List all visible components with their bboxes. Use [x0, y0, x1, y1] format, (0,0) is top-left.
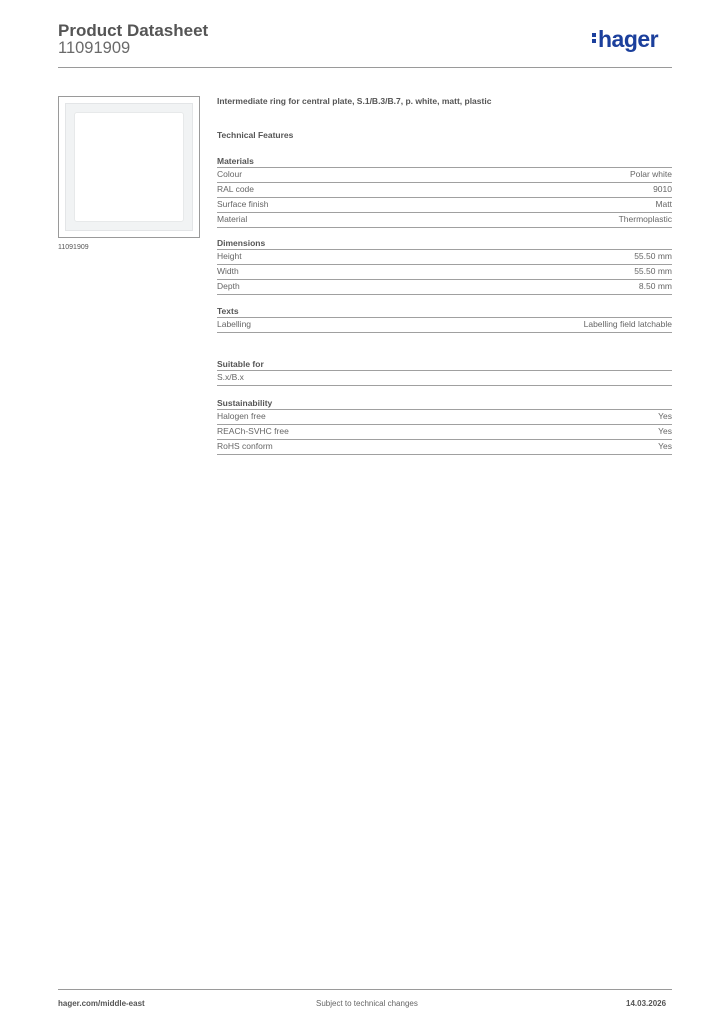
row-value: Polar white: [629, 169, 672, 179]
row-value: Yes: [658, 411, 672, 421]
section-materials: [217, 155, 672, 228]
section-title: Suitable for: [217, 358, 672, 371]
intermediate-ring-image: [65, 103, 193, 231]
row-label: Colour: [217, 169, 243, 179]
row-label: Height: [217, 251, 242, 261]
row-value: Yes: [658, 426, 672, 436]
footer-note: Subject to technical changes: [316, 999, 418, 1008]
row-label: Halogen free: [217, 411, 266, 421]
table-row: [217, 371, 672, 386]
table-row: [217, 250, 672, 265]
row-value: Matt: [655, 199, 672, 209]
table-row: [217, 425, 672, 440]
row-value: 55.50 mm: [634, 266, 672, 276]
row-label: Labelling: [217, 319, 252, 329]
table-row: [217, 440, 672, 455]
hager-logo: [592, 28, 658, 51]
table-row: [217, 318, 672, 333]
section-suitable-for: [217, 358, 672, 386]
table-row: [217, 183, 672, 198]
section-dimensions: [217, 237, 672, 295]
footer-divider: [58, 989, 672, 990]
page-title: Product Datasheet: [58, 21, 209, 40]
row-label: Depth: [217, 281, 240, 291]
product-description: Intermediate ring for central plate, S.1/B.3/B.7, p. white, matt, plastic: [217, 96, 492, 106]
row-value: 8.50 mm: [638, 281, 672, 291]
section-title: Materials: [217, 155, 672, 168]
table-row: [217, 280, 672, 295]
product-image: [58, 96, 200, 238]
table-row: [217, 213, 672, 228]
table-row: [217, 265, 672, 280]
row-label: Width: [217, 266, 239, 276]
logo-text: hager: [598, 26, 659, 52]
row-label: Surface finish: [217, 199, 269, 209]
footer-website-link[interactable]: hager.com/middle-east: [58, 999, 145, 1008]
row-label: REACh-SVHC free: [217, 426, 289, 436]
row-label: S.x/B.x: [217, 372, 244, 382]
technical-features-heading: Technical Features: [217, 130, 294, 140]
row-value: Labelling field latchable: [583, 319, 672, 329]
header-divider: [58, 67, 672, 68]
section-title: Texts: [217, 305, 672, 318]
footer-date: 14.03.2026: [626, 999, 667, 1008]
row-label: RAL code: [217, 184, 255, 194]
row-value: Thermoplastic: [618, 214, 672, 224]
table-row: [217, 198, 672, 213]
section-title: Dimensions: [217, 237, 672, 250]
table-row: [217, 410, 672, 425]
row-label: Material: [217, 214, 248, 224]
table-row: [217, 168, 672, 183]
product-image-caption: 11091909: [58, 244, 89, 251]
section-texts: [217, 305, 672, 333]
row-label: RoHS conform: [217, 441, 273, 451]
row-value: 9010: [653, 184, 672, 194]
section-sustainability: [217, 397, 672, 455]
product-number: 11091909: [58, 39, 131, 57]
row-value: Yes: [658, 441, 672, 451]
logo-colon-icon: [592, 31, 596, 45]
section-title: Sustainability: [217, 397, 672, 410]
row-value: 55.50 mm: [634, 251, 672, 261]
